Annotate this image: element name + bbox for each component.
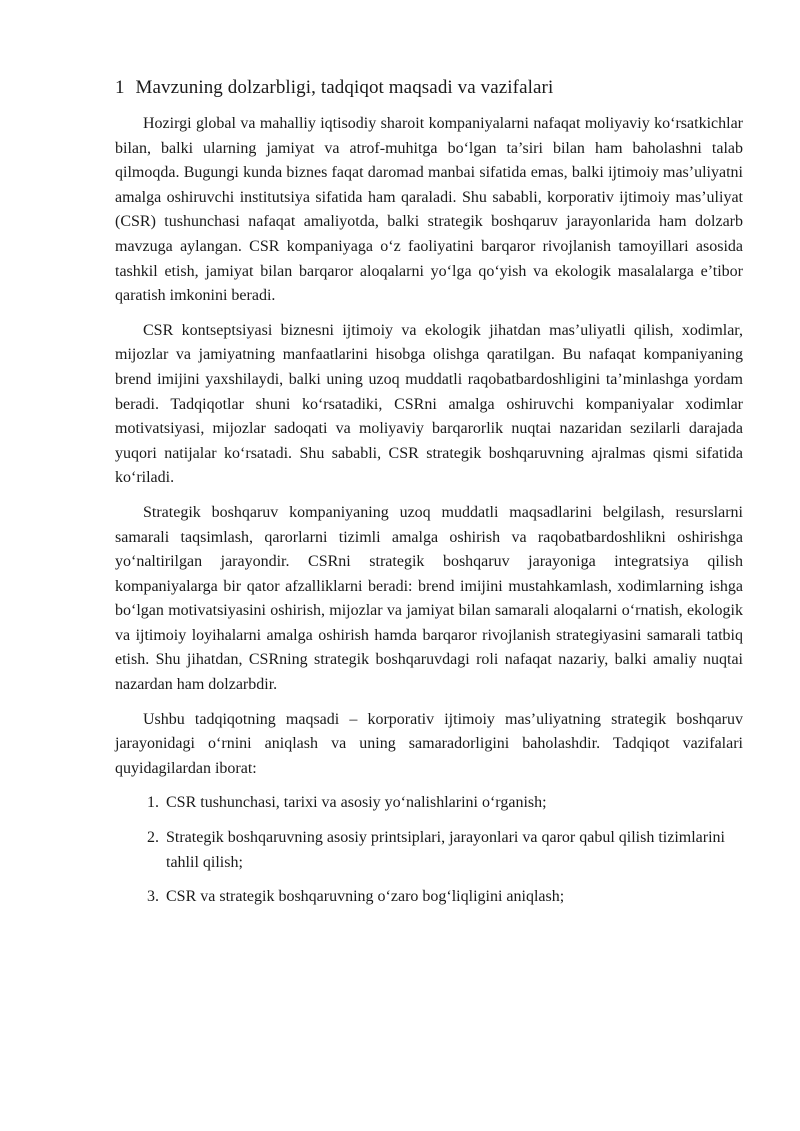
task-list-item: 1. CSR tushunchasi, tarixi va asosiy yo‘nalishlarini o‘rganish; bbox=[163, 791, 743, 816]
paragraph: Ushbu tadqiqotning maqsadi – korporativ ijtimoiy mas’uliyatning strategik boshqaruv jarayonidagi o‘rnini aniqlash va uning samaradorligini baholashdir. Tadqiqot vazifalari quyidagilardan iborat: bbox=[115, 710, 743, 777]
task-list-item: 2. Strategik boshqaruvning asosiy printsiplari, jarayonlari va qaror qabul qilish tizimlarini tahlil qilish; bbox=[163, 826, 743, 875]
task-list bbox=[115, 791, 743, 909]
task-list-item: 3. CSR va strategik boshqaruvning o‘zaro bog‘liqligini aniqlash; bbox=[163, 885, 743, 910]
section-number: 1 bbox=[115, 77, 125, 98]
section-heading bbox=[115, 76, 743, 100]
paragraph: CSR kontseptsiyasi biznesni ijtimoiy va ekologik jihatdan mas’uliyatli qilish, xodimlar, mijozlar va jamiyatning manfaatlarini hisobga olishga qaratilgan. Bu nafaqat kompaniyaning brend imijini yaxshilaydi, balki uning uzoq muddatli raqobatbardoshligini ta’minlashga yordam beradi. Tadqiqotlar shuni ko‘rsatadiki, CSRni amalga oshiruvchi kompaniyalar xodimlar motivatsiyasi, mijozlar sadoqati va moliyaviy barqarorlik nuqtai nazaridan sezilarli darajada yuqori natijalar ko‘rsatadi. Shu sababli, CSR strategik boshqaruvning ajralmas qismi sifatida ko‘riladi. bbox=[115, 321, 743, 487]
paragraph: Strategik boshqaruv kompaniyaning uzoq muddatli maqsadlarini belgilash, resurslarni samarali taqsimlash, qarorlarni tizimli amalga oshirish va raqobatbardoshlikni oshirishga yo‘naltirilgan jarayondir. CSRni strategik boshqaruv jarayoniga integratsiya qilish kompaniyalarga bir qator afzalliklarni beradi: brend imijini mustahkamlash, xodimlarning ishga bo‘lgan motivatsiyasini oshirish, mijozlar va jamiyat bilan samarali aloqalarni o‘rnatish, ekologik va ijtimoiy loyihalarni amalga oshirish hamda barqaror rivojlanish strategiyasini samarali tatbiq etish. Shu jihatdan, CSRning strategik boshqaruvdagi roli nafaqat nazariy, balki amaliy nuqtai nazardan ham dolzarbdir. bbox=[115, 503, 743, 694]
section-title: Mavzuning dolzarbligi, tadqiqot maqsadi va vazifalari bbox=[135, 77, 554, 98]
paragraph: Hozirgi global va mahalliy iqtisodiy sharoit kompaniyalarni nafaqat moliyaviy ko‘rsatkichlar bilan, balki ularning jamiyat va atrof-muhitga bo‘lgan ta’siri bilan ham baholashni talab qilmoqda. Bugungi kunda biznes faqat daromad manbai sifatida emas, balki ijtimoiy mas’uliyatni amalga oshiruvchi institutsiya sifatida ham qaraladi. Shu sababli, korporativ ijtimoiy mas’uliyat (CSR) tushunchasi nafaqat amaliyotda, balki strategik boshqaruv jarayonlarida ham dolzarb mavzuga aylangan. CSR kompaniyaga o‘z faoliyatini barqaror rivojlanish tamoyillari asosida tashkil etish, jamiyat bilan barqaror aloqalarni yo‘lga qo‘yish va ekologik masalalarga e’tibor qaratish imkonini beradi. bbox=[115, 115, 743, 305]
